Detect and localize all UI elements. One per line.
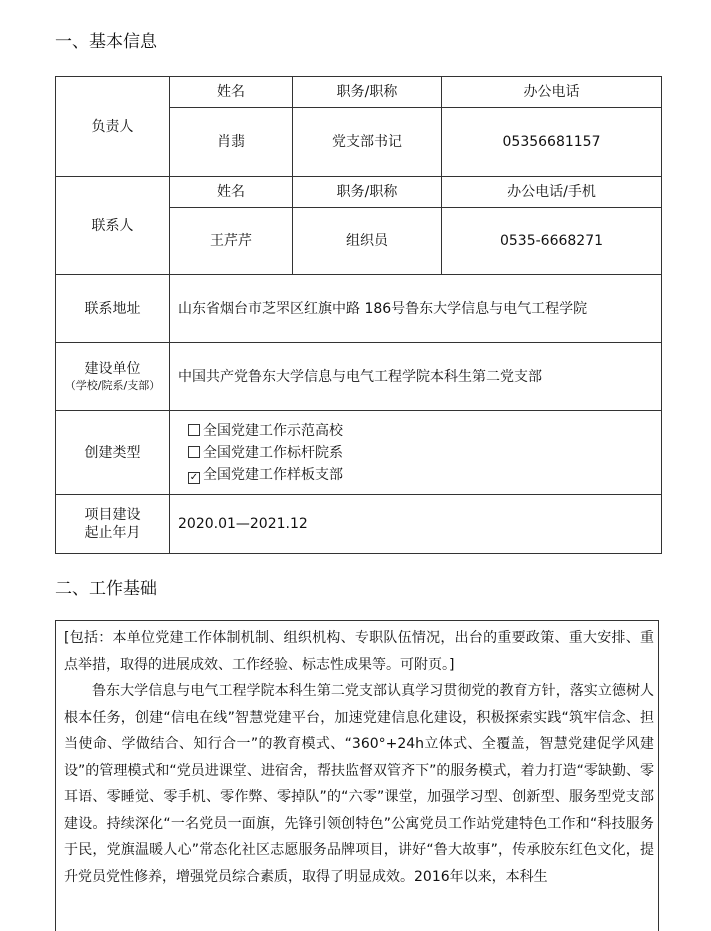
unit-value: 中国共产党鲁东大学信息与电气工程学院本科生第二党支部: [170, 343, 662, 411]
period-label-line1: 项目建设: [84, 507, 141, 523]
checked-checkbox-icon[interactable]: ✓: [189, 471, 199, 483]
responsible-header-phone: 办公电话: [442, 77, 662, 108]
responsible-title: 党支部书记: [293, 108, 442, 177]
contact-name: 王芹芹: [170, 208, 293, 275]
work-foundation-body: 鲁东大学信息与电气工程学院本科生第二党支部认真学习贯彻党的教育方针，落实立德树人根本任务，创建“信电在线”智慧党建平台，加速党建信息化建设，积极探索实践“筑牢信念、担当使命、学做结合、知行合一”的教育模式、“360°+24h立体式、全覆盖，智慧党建促学风建设”的管理模式和“党员进课堂、进宿舍，帮扶监督双管齐下”的服务模式，着力打造“零缺勤、零耳语、零睡觉、零手机、零作弊、零掉队”的“六零”课堂，加强学习型、创新型、服务型党支部建设。持续深化“一名党员一面旗，先锋引领创特色”公寓党员工作站党建特色工作和“科技服务于民，党旗温暖人心”常态化社区志愿服务品牌项目，讲好“鲁大故事”，传承胶东红色文化，提升党员党性修养，增强党员综合素质，取得了明显成效。2016年以来，本科生: [64, 683, 654, 885]
type-label: 创建类型: [56, 411, 170, 495]
period-label-cell: [56, 495, 170, 554]
work-foundation-note: [包括：本单位党建工作体制机制、组织机构、专职队伍情况，出台的重要政策、重大安排、重点举措，取得的进展成效、工作经验、标志性成果等。可附页。]: [64, 630, 654, 673]
checkbox-icon[interactable]: [188, 446, 200, 458]
responsible-header-title: 职务/职称: [293, 77, 442, 108]
contact-label: 联系人: [56, 177, 170, 275]
responsible-label: 负责人: [56, 77, 170, 177]
responsible-header-name: 姓名: [170, 77, 293, 108]
unit-label-cell: [56, 343, 170, 411]
address-label: 联系地址: [56, 275, 170, 343]
contact-title: 组织员: [293, 208, 442, 275]
contact-header-name: 姓名: [170, 177, 293, 208]
responsible-name: 肖翡: [170, 108, 293, 177]
checkbox-icon[interactable]: [188, 424, 200, 436]
period-value: 2020.01—2021.12: [170, 495, 662, 554]
type-option-department[interactable]: 全国党建工作标杆院系: [170, 442, 661, 464]
type-option-university[interactable]: 全国党建工作示范高校: [170, 420, 661, 442]
period-label-line2: 起止年月: [84, 525, 141, 541]
unit-sublabel: （学校/院系/支部）: [64, 378, 161, 392]
basic-info-table: [55, 76, 662, 554]
contact-header-title: 职务/职称: [293, 177, 442, 208]
contact-header-phone: 办公电话/手机: [442, 177, 662, 208]
work-foundation-textbox: [55, 620, 659, 931]
type-options: [170, 411, 662, 495]
contact-phone: 0535-6668271: [442, 208, 662, 275]
type-option-branch[interactable]: ✓ 全国党建工作样板支部: [189, 466, 343, 483]
address-value: 山东省烟台市芝罘区红旗中路 186号鲁东大学信息与电气工程学院: [170, 275, 662, 343]
responsible-phone: 05356681157: [442, 108, 662, 177]
section-title-work-foundation: 二、工作基础: [55, 579, 157, 599]
section-title-basic-info: 一、基本信息: [55, 32, 157, 52]
unit-label: 建设单位: [84, 360, 141, 377]
